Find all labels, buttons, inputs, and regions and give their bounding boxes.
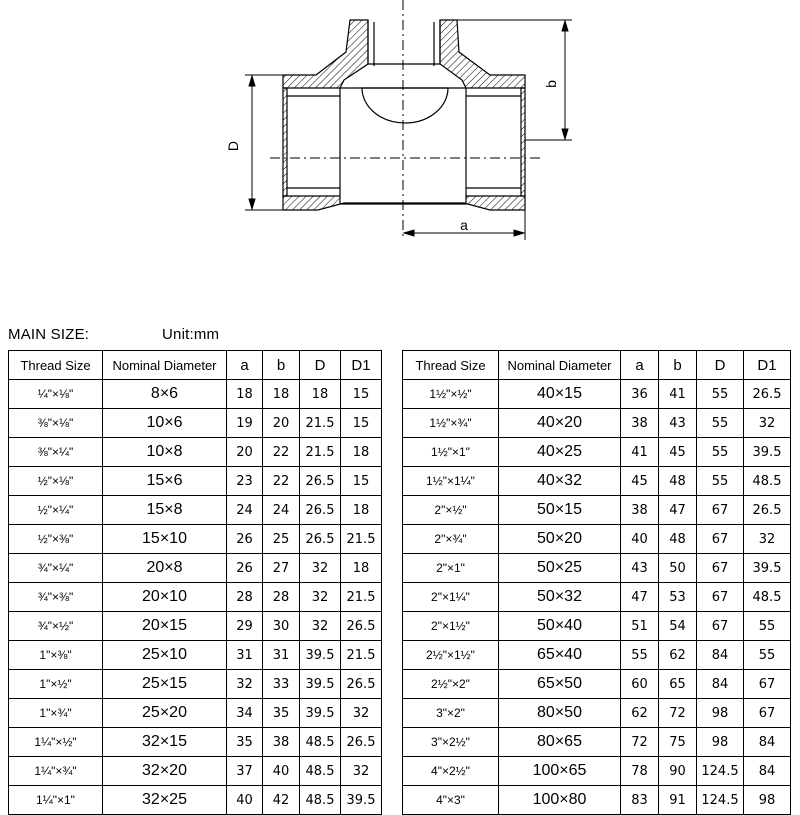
D-cell: 32 [300, 583, 341, 612]
table-row [9, 641, 382, 670]
table-row [9, 786, 382, 815]
a-cell: 51 [621, 612, 659, 641]
D-cell: 98 [697, 699, 744, 728]
D-cell: 39.5 [300, 641, 341, 670]
dim-label-a: a [460, 217, 468, 233]
b-cell: 35 [263, 699, 300, 728]
header-thread-size: Thread Size [403, 351, 499, 380]
header-a: a [227, 351, 263, 380]
a-cell: 23 [227, 467, 263, 496]
nominal-diameter-cell: 40×15 [499, 380, 621, 409]
a-cell: 37 [227, 757, 263, 786]
nominal-diameter-cell: 50×40 [499, 612, 621, 641]
b-cell: 65 [659, 670, 697, 699]
b-cell: 30 [263, 612, 300, 641]
a-cell: 45 [621, 467, 659, 496]
table-header-row [403, 351, 791, 380]
thread-size-cell: ½"×⅜" [9, 525, 103, 554]
table-row [9, 467, 382, 496]
D1-cell: 21.5 [341, 525, 382, 554]
thread-size-cell: 1½"×1¼" [403, 467, 499, 496]
D1-cell: 55 [744, 612, 791, 641]
nominal-diameter-cell: 8×6 [103, 380, 227, 409]
D-cell: 67 [697, 525, 744, 554]
nominal-diameter-cell: 20×15 [103, 612, 227, 641]
nominal-diameter-cell: 32×25 [103, 786, 227, 815]
table-header-row [9, 351, 382, 380]
table-row [403, 525, 791, 554]
header-D: D [300, 351, 341, 380]
tee-interior-lines [287, 20, 521, 196]
D1-cell: 55 [744, 641, 791, 670]
thread-size-cell: 1"×½" [9, 670, 103, 699]
a-cell: 19 [227, 409, 263, 438]
thread-size-cell: ⅜"×¼" [9, 438, 103, 467]
nominal-diameter-cell: 50×15 [499, 496, 621, 525]
b-cell: 22 [263, 467, 300, 496]
a-cell: 28 [227, 583, 263, 612]
D-cell: 26.5 [300, 525, 341, 554]
D-cell: 55 [697, 467, 744, 496]
a-cell: 36 [621, 380, 659, 409]
thread-size-cell: 3"×2" [403, 699, 499, 728]
a-cell: 62 [621, 699, 659, 728]
thread-size-cell: 2"×1¼" [403, 583, 499, 612]
tee-body-walls [283, 20, 525, 210]
nominal-diameter-cell: 40×25 [499, 438, 621, 467]
D1-cell: 15 [341, 467, 382, 496]
a-cell: 34 [227, 699, 263, 728]
nominal-diameter-cell: 10×8 [103, 438, 227, 467]
nominal-diameter-cell: 40×32 [499, 467, 621, 496]
nominal-diameter-cell: 65×40 [499, 641, 621, 670]
table-row [403, 583, 791, 612]
table-row [403, 728, 791, 757]
thread-size-cell: 2"×¾" [403, 525, 499, 554]
D-cell: 55 [697, 438, 744, 467]
D-cell: 26.5 [300, 496, 341, 525]
D1-cell: 84 [744, 757, 791, 786]
header-nominal-diameter: Nominal Diameter [499, 351, 621, 380]
table-row [9, 409, 382, 438]
a-cell: 24 [227, 496, 263, 525]
table-row [403, 641, 791, 670]
D-cell: 48.5 [300, 757, 341, 786]
b-cell: 33 [263, 670, 300, 699]
b-cell: 62 [659, 641, 697, 670]
nominal-diameter-cell: 65×50 [499, 670, 621, 699]
b-cell: 45 [659, 438, 697, 467]
b-cell: 27 [263, 554, 300, 583]
D1-cell: 32 [341, 699, 382, 728]
dim-label-b: b [543, 80, 559, 88]
size-table-right [402, 350, 791, 815]
b-cell: 72 [659, 699, 697, 728]
b-cell: 50 [659, 554, 697, 583]
nominal-diameter-cell: 40×20 [499, 409, 621, 438]
a-cell: 78 [621, 757, 659, 786]
D1-cell: 39.5 [744, 554, 791, 583]
header-thread-size: Thread Size [9, 351, 103, 380]
table-row [403, 496, 791, 525]
nominal-diameter-cell: 50×20 [499, 525, 621, 554]
nominal-diameter-cell: 15×10 [103, 525, 227, 554]
dimension-D [245, 75, 283, 210]
b-cell: 24 [263, 496, 300, 525]
table-row [9, 380, 382, 409]
table-row [9, 612, 382, 641]
b-cell: 28 [263, 583, 300, 612]
D-cell: 21.5 [300, 409, 341, 438]
D-cell: 39.5 [300, 699, 341, 728]
b-cell: 53 [659, 583, 697, 612]
table-row [9, 438, 382, 467]
header-nominal-diameter: Nominal Diameter [103, 351, 227, 380]
D1-cell: 26.5 [341, 728, 382, 757]
b-cell: 22 [263, 438, 300, 467]
table-row [9, 699, 382, 728]
thread-size-cell: 4"×3" [403, 786, 499, 815]
table-row [403, 409, 791, 438]
a-cell: 72 [621, 728, 659, 757]
a-cell: 32 [227, 670, 263, 699]
D1-cell: 39.5 [341, 786, 382, 815]
thread-size-cell: ¼"×⅛" [9, 380, 103, 409]
table-row [9, 554, 382, 583]
D1-cell: 32 [744, 409, 791, 438]
thread-size-cell: 4"×2½" [403, 757, 499, 786]
D-cell: 67 [697, 554, 744, 583]
thread-size-cell: 1"×⅜" [9, 641, 103, 670]
b-cell: 41 [659, 380, 697, 409]
b-cell: 42 [263, 786, 300, 815]
D-cell: 26.5 [300, 467, 341, 496]
nominal-diameter-cell: 100×80 [499, 786, 621, 815]
nominal-diameter-cell: 25×20 [103, 699, 227, 728]
thread-size-cell: 1¼"×1" [9, 786, 103, 815]
D-cell: 67 [697, 496, 744, 525]
thread-size-cell: 1¼"×½" [9, 728, 103, 757]
nominal-diameter-cell: 15×6 [103, 467, 227, 496]
D-cell: 55 [697, 380, 744, 409]
D1-cell: 21.5 [341, 641, 382, 670]
header-D: D [697, 351, 744, 380]
thread-size-cell: 1¼"×¾" [9, 757, 103, 786]
D1-cell: 98 [744, 786, 791, 815]
b-cell: 20 [263, 409, 300, 438]
D1-cell: 18 [341, 496, 382, 525]
D1-cell: 26.5 [744, 380, 791, 409]
b-cell: 48 [659, 467, 697, 496]
table-row [403, 438, 791, 467]
nominal-diameter-cell: 80×65 [499, 728, 621, 757]
table-row [403, 670, 791, 699]
thread-size-cell: ½"×⅛" [9, 467, 103, 496]
header-D1: D1 [744, 351, 791, 380]
D1-cell: 18 [341, 438, 382, 467]
table-row [403, 554, 791, 583]
D1-cell: 32 [341, 757, 382, 786]
main-size-label: MAIN SIZE: [8, 326, 90, 343]
D1-cell: 39.5 [744, 438, 791, 467]
b-cell: 48 [659, 525, 697, 554]
D1-cell: 67 [744, 670, 791, 699]
D-cell: 55 [697, 409, 744, 438]
nominal-diameter-cell: 50×32 [499, 583, 621, 612]
nominal-diameter-cell: 20×8 [103, 554, 227, 583]
table-row [9, 496, 382, 525]
nominal-diameter-cell: 25×10 [103, 641, 227, 670]
a-cell: 41 [621, 438, 659, 467]
size-table-left [8, 350, 382, 815]
nominal-diameter-cell: 10×6 [103, 409, 227, 438]
thread-size-cell: 1½"×1" [403, 438, 499, 467]
b-cell: 31 [263, 641, 300, 670]
D1-cell: 18 [341, 554, 382, 583]
a-cell: 35 [227, 728, 263, 757]
nominal-diameter-cell: 50×25 [499, 554, 621, 583]
D-cell: 67 [697, 612, 744, 641]
D-cell: 124.5 [697, 786, 744, 815]
D-cell: 48.5 [300, 728, 341, 757]
D1-cell: 26.5 [341, 670, 382, 699]
thread-size-cell: 2"×1" [403, 554, 499, 583]
a-cell: 47 [621, 583, 659, 612]
thread-size-cell: 1½"×½" [403, 380, 499, 409]
D1-cell: 15 [341, 409, 382, 438]
b-cell: 54 [659, 612, 697, 641]
unit-label: Unit:mm [162, 326, 220, 343]
table-row [403, 757, 791, 786]
header-b: b [263, 351, 300, 380]
a-cell: 40 [227, 786, 263, 815]
a-cell: 26 [227, 554, 263, 583]
table-row [403, 380, 791, 409]
D-cell: 32 [300, 612, 341, 641]
thread-size-cell: ¾"×¼" [9, 554, 103, 583]
thread-size-cell: 2½"×1½" [403, 641, 499, 670]
D-cell: 48.5 [300, 786, 341, 815]
D-cell: 18 [300, 380, 341, 409]
b-cell: 91 [659, 786, 697, 815]
a-cell: 55 [621, 641, 659, 670]
table-row [9, 670, 382, 699]
thread-size-cell: ¾"×½" [9, 612, 103, 641]
header-a: a [621, 351, 659, 380]
nominal-diameter-cell: 20×10 [103, 583, 227, 612]
thread-size-cell: 1½"×¾" [403, 409, 499, 438]
D-cell: 84 [697, 641, 744, 670]
D-cell: 21.5 [300, 438, 341, 467]
D1-cell: 48.5 [744, 467, 791, 496]
nominal-diameter-cell: 15×8 [103, 496, 227, 525]
D-cell: 39.5 [300, 670, 341, 699]
b-cell: 18 [263, 380, 300, 409]
b-cell: 90 [659, 757, 697, 786]
table-row [9, 757, 382, 786]
thread-size-cell: 1"×¾" [9, 699, 103, 728]
D1-cell: 67 [744, 699, 791, 728]
dim-label-D: D [225, 140, 241, 152]
D-cell: 32 [300, 554, 341, 583]
b-cell: 38 [263, 728, 300, 757]
nominal-diameter-cell: 80×50 [499, 699, 621, 728]
D-cell: 124.5 [697, 757, 744, 786]
b-cell: 47 [659, 496, 697, 525]
thread-size-cell: 2½"×2" [403, 670, 499, 699]
a-cell: 31 [227, 641, 263, 670]
D1-cell: 48.5 [744, 583, 791, 612]
a-cell: 83 [621, 786, 659, 815]
a-cell: 38 [621, 409, 659, 438]
D-cell: 84 [697, 670, 744, 699]
table-row [403, 786, 791, 815]
thread-size-cell: ¾"×⅜" [9, 583, 103, 612]
D-cell: 67 [697, 583, 744, 612]
a-cell: 29 [227, 612, 263, 641]
nominal-diameter-cell: 32×15 [103, 728, 227, 757]
table-row [403, 612, 791, 641]
tee-fitting-cross-section-drawing [0, 0, 800, 300]
nominal-diameter-cell: 32×20 [103, 757, 227, 786]
D1-cell: 21.5 [341, 583, 382, 612]
nominal-diameter-cell: 25×15 [103, 670, 227, 699]
a-cell: 20 [227, 438, 263, 467]
thread-size-cell: 2"×1½" [403, 612, 499, 641]
a-cell: 38 [621, 496, 659, 525]
thread-size-cell: ⅜"×⅛" [9, 409, 103, 438]
b-cell: 40 [263, 757, 300, 786]
table-row [403, 467, 791, 496]
D1-cell: 26.5 [744, 496, 791, 525]
table-row [9, 728, 382, 757]
b-cell: 75 [659, 728, 697, 757]
a-cell: 40 [621, 525, 659, 554]
table-row [9, 583, 382, 612]
thread-size-cell: 3"×2½" [403, 728, 499, 757]
D1-cell: 15 [341, 380, 382, 409]
header-D1: D1 [341, 351, 382, 380]
table-row [9, 525, 382, 554]
a-cell: 60 [621, 670, 659, 699]
D-cell: 98 [697, 728, 744, 757]
b-cell: 25 [263, 525, 300, 554]
table-row [403, 699, 791, 728]
a-cell: 18 [227, 380, 263, 409]
D1-cell: 32 [744, 525, 791, 554]
a-cell: 26 [227, 525, 263, 554]
thread-size-cell: 2"×½" [403, 496, 499, 525]
D1-cell: 26.5 [341, 612, 382, 641]
a-cell: 43 [621, 554, 659, 583]
b-cell: 43 [659, 409, 697, 438]
header-b: b [659, 351, 697, 380]
thread-size-cell: ½"×¼" [9, 496, 103, 525]
nominal-diameter-cell: 100×65 [499, 757, 621, 786]
D1-cell: 84 [744, 728, 791, 757]
